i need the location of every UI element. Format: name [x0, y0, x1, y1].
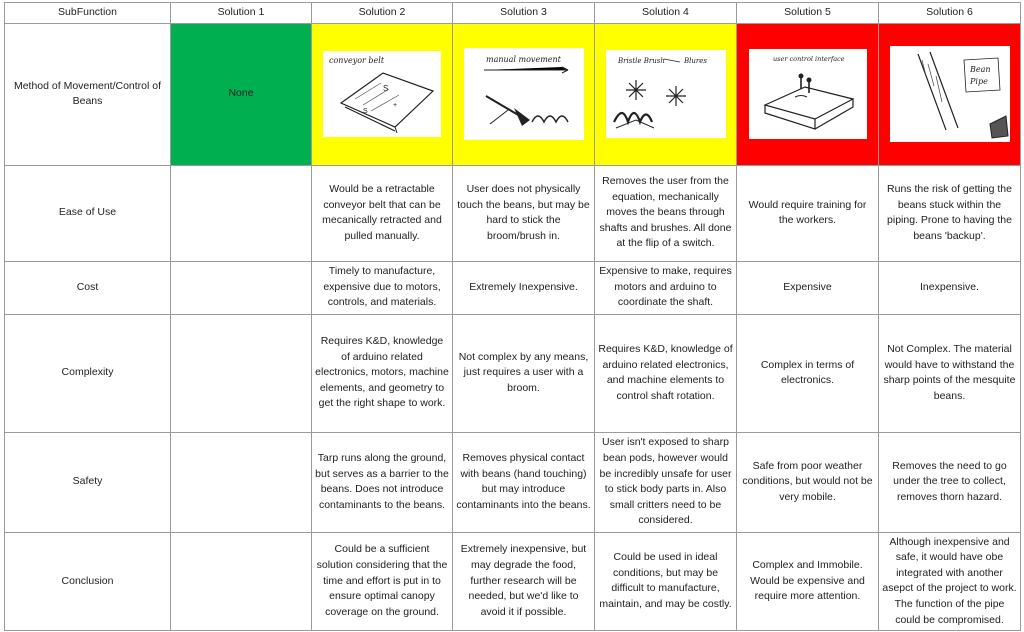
movement-solution-1: None — [171, 23, 312, 165]
ease-solution-6: Runs the risk of getting the beans stuck within the piping. Prone to having the beans 'backup'. — [879, 165, 1021, 261]
safety-solution-3: Removes physical contact with beans (hand touching) but may introduce contaminants into the beans. — [453, 432, 595, 532]
header-row — [5, 3, 1021, 24]
movement-solution-2 — [312, 23, 453, 165]
bean-pipe-sketch — [890, 46, 1010, 142]
cost-solution-2: Timely to manufacture, expensive due to motors, controls, and materials. — [312, 261, 453, 314]
conclusion-solution-5: Complex and Immobile. Would be expensive and require more attention. — [737, 532, 879, 631]
header-solution-5: Solution 5 — [737, 3, 879, 24]
svg-text:manual movement: manual movement — [485, 55, 561, 65]
svg-text:S: S — [363, 108, 368, 116]
header-solution-6: Solution 6 — [879, 3, 1021, 24]
svg-text:+: + — [393, 102, 398, 110]
row-label-ease: Ease of Use — [5, 165, 171, 261]
safety-solution-4: User isn't exposed to sharp bean pods, however would be incredibly unsafe for user to stick body parts in. Also small critters need to be considered. — [595, 432, 737, 532]
ease-solution-5: Would require training for the workers. — [737, 165, 879, 261]
complexity-solution-3: Not complex by any means, just requires a user with a broom. — [453, 314, 595, 432]
bristle-brush-sketch — [606, 50, 726, 138]
svg-text:Blures: Blures — [683, 57, 707, 66]
header-solution-4: Solution 4 — [595, 3, 737, 24]
cost-solution-5: Expensive — [737, 261, 879, 314]
svg-text:S: S — [383, 84, 389, 94]
movement-solution-3 — [453, 23, 595, 165]
row-cost — [5, 261, 1021, 314]
header-subfunction: SubFunction — [5, 3, 171, 24]
safety-solution-6: Removes the need to go under the tree to collect, removes thorn hazard. — [879, 432, 1021, 532]
cost-solution-3: Extremely Inexpensive. — [453, 261, 595, 314]
ease-solution-1 — [171, 165, 312, 261]
row-movement — [5, 23, 1021, 165]
complexity-solution-2: Requires K&D, knowledge of arduino related electronics, motors, machine elements, and geometry to get the right shape to work. — [312, 314, 453, 432]
header-solution-1: Solution 1 — [171, 3, 312, 24]
cost-solution-1 — [171, 261, 312, 314]
row-label-conclusion: Conclusion — [5, 532, 171, 631]
complexity-solution-1 — [171, 314, 312, 432]
safety-solution-2: Tarp runs along the ground, but serves as a barrier to the beans. Does not introduce contaminants to the beans. — [312, 432, 453, 532]
conclusion-solution-1 — [171, 532, 312, 631]
row-label-complexity: Complexity — [5, 314, 171, 432]
row-safety — [5, 432, 1021, 532]
ease-solution-3: User does not physically touch the beans, but may be hard to stick the broom/brush in. — [453, 165, 595, 261]
header-solution-3: Solution 3 — [453, 3, 595, 24]
row-complexity — [5, 314, 1021, 432]
header-solution-2: Solution 2 — [312, 3, 453, 24]
ease-solution-4: Removes the user from the equation, mechanically moves the beans through shafts and brushes. All done at the flip of a switch. — [595, 165, 737, 261]
conclusion-solution-4: Could be used in ideal conditions, but may be difficult to manufacture, maintain, and may be costly. — [595, 532, 737, 631]
row-label-movement: Method of Movement/Control of Beans — [5, 23, 171, 165]
row-ease — [5, 165, 1021, 261]
svg-text:Bristle Brush: Bristle Brush — [617, 57, 665, 66]
broom-sketch — [464, 48, 584, 140]
cost-solution-6: Inexpensive. — [879, 261, 1021, 314]
row-conclusion — [5, 532, 1021, 631]
svg-text:conveyor belt: conveyor belt — [329, 56, 385, 66]
row-label-cost: Cost — [5, 261, 171, 314]
movement-solution-4 — [595, 23, 737, 165]
svg-text:user control interface: user control interface — [772, 55, 845, 64]
conveyor-belt-sketch — [323, 51, 441, 137]
complexity-solution-6: Not Complex. The material would have to withstand the sharp points of the mesquite beans. — [879, 314, 1021, 432]
movement-solution-5 — [737, 23, 879, 165]
svg-text:Pipe: Pipe — [969, 77, 988, 87]
complexity-solution-4: Requires K&D, knowledge of arduino related electronics, and machine elements to control shaft rotation. — [595, 314, 737, 432]
safety-solution-5: Safe from poor weather conditions, but would not be very mobile. — [737, 432, 879, 532]
control-interface-sketch — [749, 49, 867, 139]
movement-solution-6 — [879, 23, 1021, 165]
safety-solution-1 — [171, 432, 312, 532]
complexity-solution-5: Complex in terms of electronics. — [737, 314, 879, 432]
conclusion-solution-6: Although inexpensive and safe, it would have obe integrated with another asepct of the project to work. The function of the pipe could be compromised. — [879, 532, 1021, 631]
cost-solution-4: Expensive to make, requires motors and arduino to coordinate the shaft. — [595, 261, 737, 314]
svg-text:Bean: Bean — [969, 65, 991, 75]
conclusion-solution-2: Could be a sufficient solution considering that the time and effort is put in to ensure optimal canopy coverage on the ground. — [312, 532, 453, 631]
conclusion-solution-3: Extremely inexpensive, but may degrade the food, further research will be needed, but we'd like to avoid it if possible. — [453, 532, 595, 631]
row-label-safety: Safety — [5, 432, 171, 532]
decision-matrix — [4, 2, 1021, 631]
ease-solution-2: Would be a retractable conveyor belt that can be mecanically retracted and pulled manually. — [312, 165, 453, 261]
